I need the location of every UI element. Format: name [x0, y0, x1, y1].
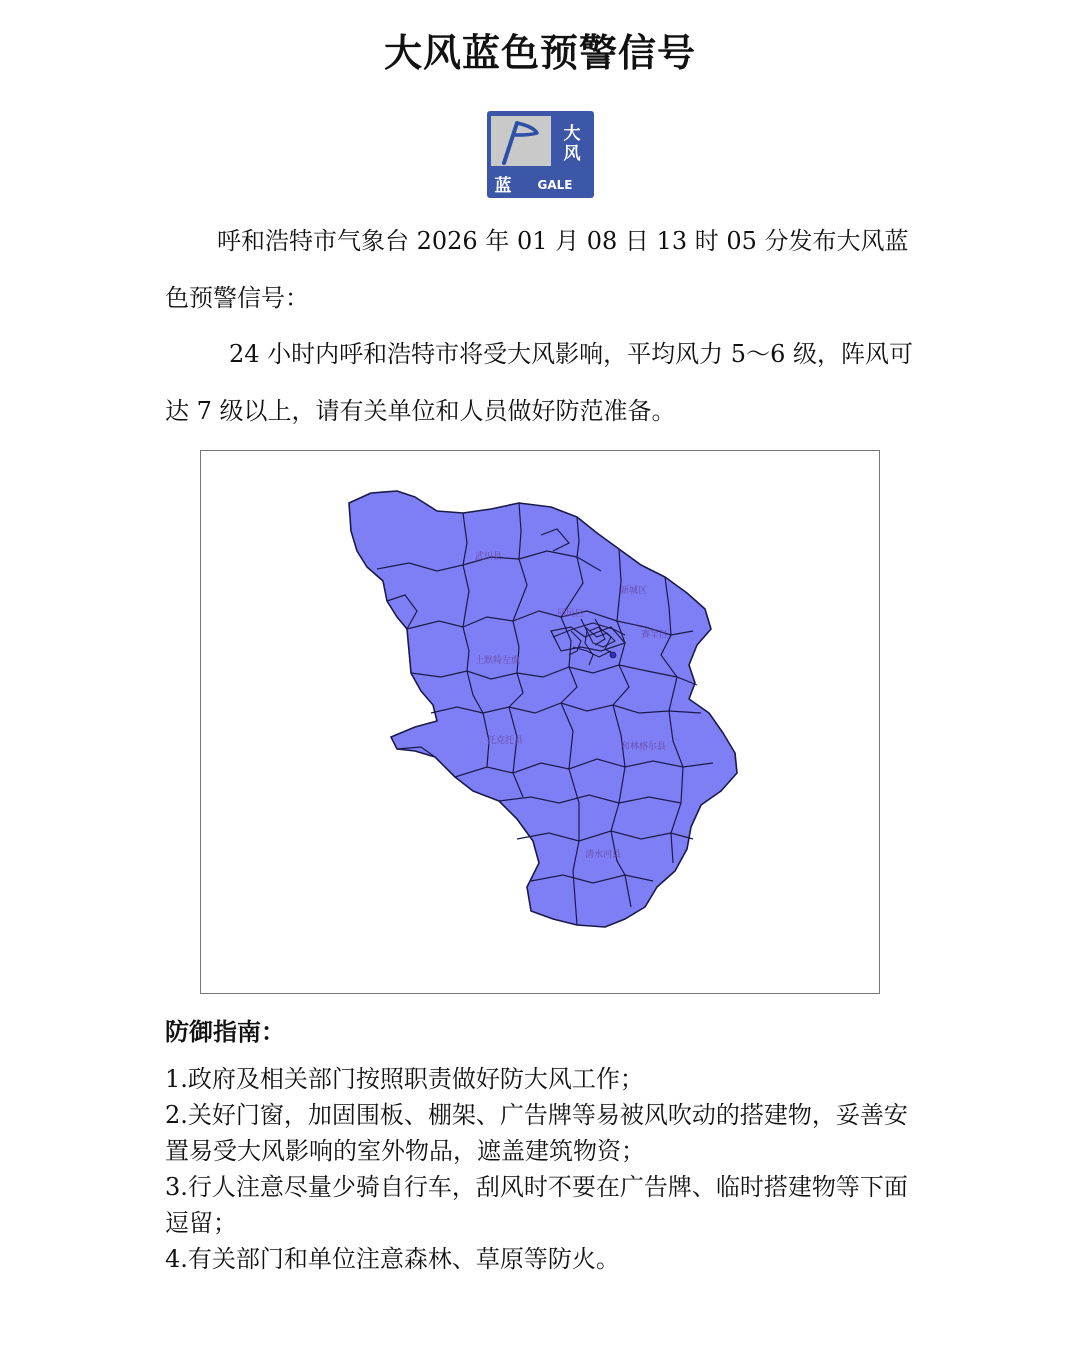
guide-item: 1.政府及相关部门按照职责做好防大风工作；	[165, 1065, 644, 1093]
guide-item: 3.行人注意尽量少骑自行车，刮风时不要在广告牌、临时搭建物等下面逗留；	[165, 1173, 908, 1237]
guide-item: 2.关好门窗，加固围板、棚架、广告牌等易被风吹动的搭建物，妥善安置易受大风影响的室外物品，遮盖建筑物资；	[165, 1101, 908, 1165]
map-label-tuoketuo: 托克托县	[487, 736, 524, 746]
map-label-wuchuan: 武川县	[475, 552, 503, 562]
issue-text: 呼和浩特市气象台 2026 年 01 月 08 日 13 时 05 分发布大风蓝色预警信号：	[165, 227, 909, 312]
map-label-tumote-zuoqi: 土默特左旗	[475, 656, 521, 666]
hohhot-region-shape	[349, 491, 737, 927]
signal-english-text: GALE	[537, 178, 573, 192]
guide-item: 4.有关部门和单位注意森林、草原等防火。	[165, 1245, 620, 1273]
signal-text-mid: 风	[563, 144, 581, 164]
signal-level-text: 蓝	[494, 176, 512, 196]
signal-text-top: 大	[563, 124, 581, 144]
page-title: 大风蓝色预警信号	[383, 31, 696, 75]
map-label-qingshuihe: 清水河县	[585, 850, 622, 860]
issue-paragraph	[165, 213, 925, 327]
map-label-huimin: 回民区	[557, 609, 585, 619]
guide-list	[165, 1061, 925, 1277]
map-label-saihan: 赛罕区	[641, 630, 669, 640]
warning-area-map	[200, 450, 880, 994]
forecast-paragraph	[165, 326, 925, 440]
forecast-text: 24 小时内呼和浩特市将受大风影响，平均风力 5～6 级，阵风可达 7 级以上，请有关单位和人员做好防范准备。	[165, 340, 913, 425]
city-center-marker	[610, 652, 616, 658]
map-label-xincheng: 新城区	[620, 586, 648, 596]
gale-blue-signal-icon	[487, 111, 594, 198]
map-label-helingeer: 和林格尔县	[621, 742, 667, 752]
guide-heading: 防御指南：	[165, 1018, 285, 1046]
